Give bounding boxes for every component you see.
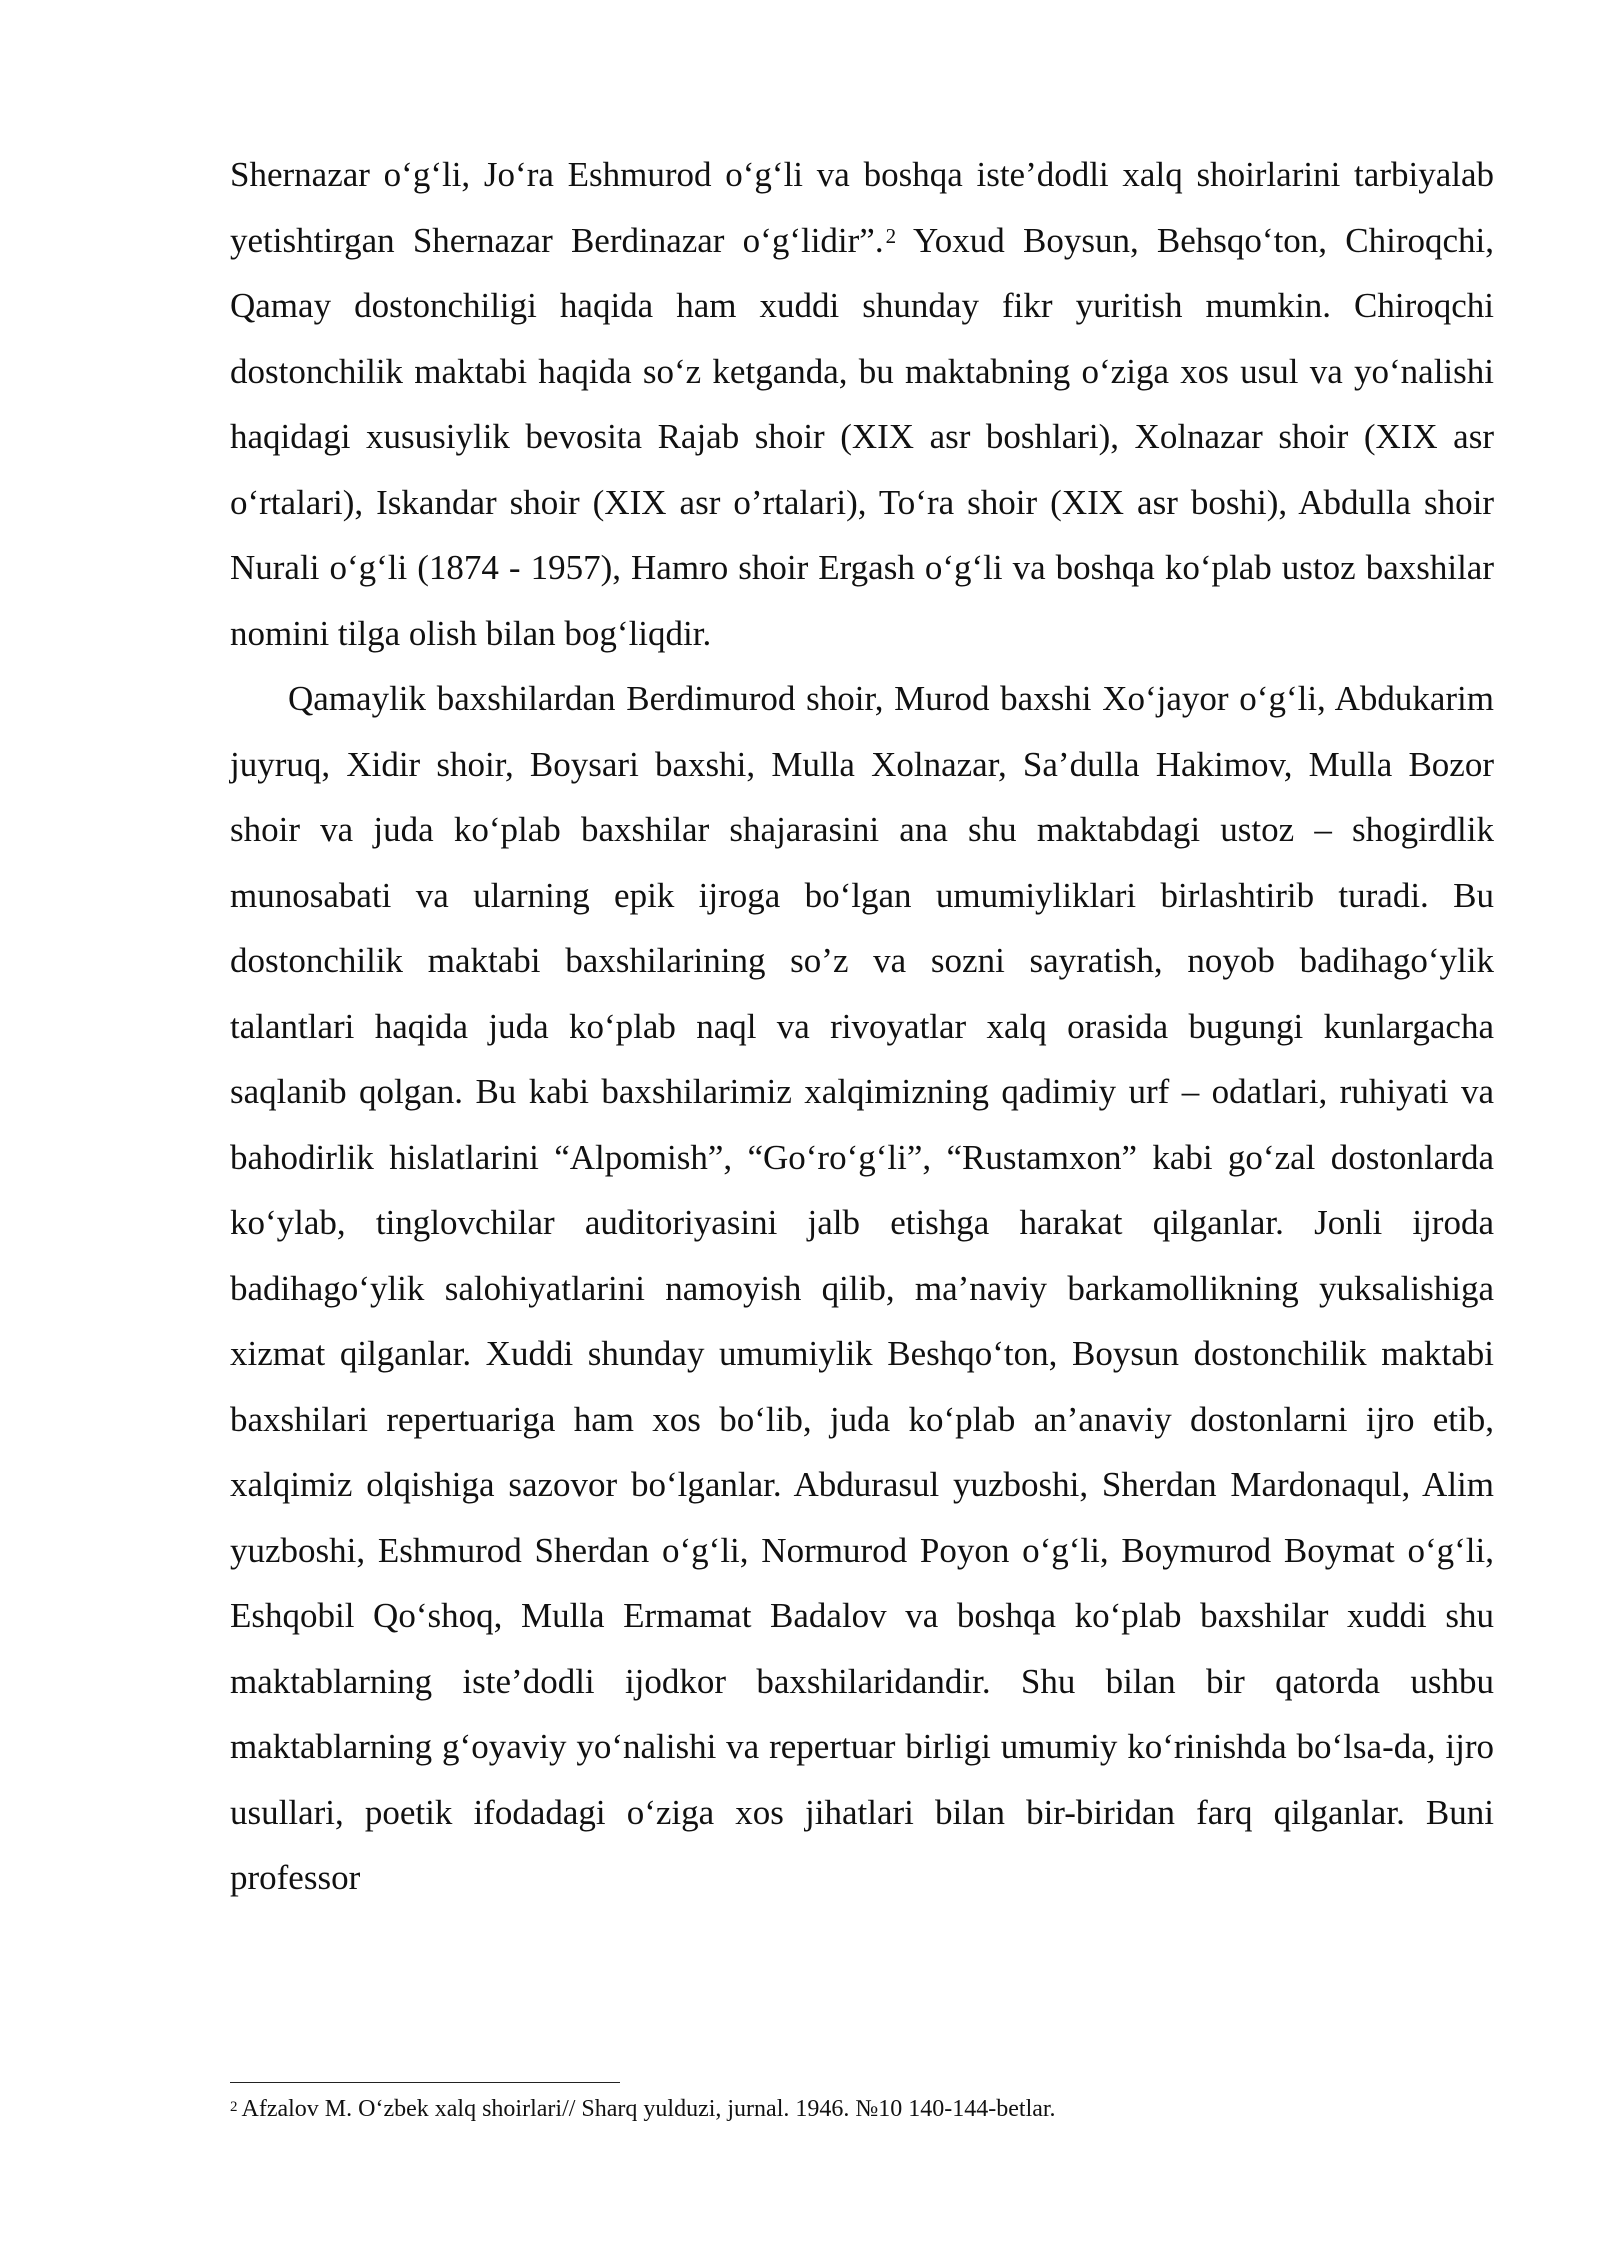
paragraph-2: Qamaylik baxshilardan Berdimurod shoir, Murod baxshi Xo‘jayor o‘g‘li, Abdukarim juyruq, Xidir shoir, Boysari baxshi, Mulla Xolnazar, Sa’dulla Hakimov, Mulla Bozor shoir va juda ko‘plab baxshilar shajarasini ana shu maktabdagi ustoz – shogirdlik munosabati va ularning epik ijroga bo‘lgan umumiyliklari birlashtirib turadi. Bu dostonchilik maktabi baxshilarining so’z va sozni sayratish, noyob badihago‘ylik talantlari haqida juda ko‘plab naql va rivoyatlar xalq orasida bugungi kunlargacha saqlanib qolgan. Bu kabi baxshilarimiz xalqimizning qadimiy urf – odatlari, ruhiyati va bahodirlik hislatlarini “Alpomish”, “Go‘ro‘g‘li”, “Rustamxon” kabi go‘zal dostonlarda ko‘ylab, tinglovchilar auditoriyasini jalb etishga harakat qilganlar. Jonli ijroda badihago‘ylik salohiyatlarini namoyish qilib, ma’naviy barkamollikning yuksalishiga xizmat qilganlar. Xuddi shunday umumiylik Beshqo‘ton, Boysun dostonchilik maktabi baxshilari repertuariga ham xos bo‘lib, juda ko‘plab an’anaviy dostonlarni ijro etib, xalqimiz olqishiga sazovor bo‘lganlar. Abdurasul yuzboshi, Sherdan Mardonaqul, Alim yuzboshi, Eshmurod Sherdan o‘g‘li, Normurod Poyon o‘g‘li, Boymurod Boymat o‘g‘li, Eshqobil Qo‘shoq, Mulla Ermamat Badalov va boshqa ko‘plab baxshilar xuddi shu maktablarning iste’dodli ijodkor baxshilaridandir. Shu bilan bir qatorda ushbu maktablarning g‘oyaviy yo‘nalishi va repertuar birligi umumiy ko‘rinishda bo‘lsa-da, ijro usullari, poetik ifodadagi o‘ziga xos jihatlari bilan bir-biridan farq qilganlar. Buni professor bbox=[230, 679, 1494, 1897]
paragraph-1-text-after: Yoxud Boysun, Behsqo‘ton, Chiroqchi, Qamay dostonchiligi haqida ham xuddi shunday fikr yuritish mumkin. Chiroqchi dostonchilik maktabi haqida so‘z ketganda, bu maktabning o‘ziga xos usul va yo‘nalishi haqidagi xususiylik bevosita Rajab shoir (XIX asr boshlari), Xolnazar shoir (XIX asr o‘rtalari), Iskandar shoir (XIX asr o’rtalari), To‘ra shoir (XIX asr boshi), Abdulla shoir Nurali o‘g‘li (1874 - 1957), Hamro shoir Ergash o‘g‘li va boshqa ko‘plab ustoz baxshilar nomini tilga olish bilan bog‘liqdir. bbox=[230, 220, 1494, 653]
footnote bbox=[230, 2093, 1494, 2125]
paragraph-1-text-before: Shernazar o‘g‘li, Jo‘ra Eshmurod o‘g‘li va boshqa iste’dodli xalq shoirlarini tarbiyalab yetishtirgan Shernazar Berdinazar o‘g‘lidir”. bbox=[230, 155, 1494, 260]
main-text bbox=[230, 142, 1494, 1911]
footnote-text: Afzalov M. O‘zbek xalq shoirlari// Sharq yulduzi, jurnal. 1946. №10 140-144-betlar. bbox=[241, 2096, 1056, 2122]
footnote-reference: 2 bbox=[885, 223, 897, 248]
paragraph-1 bbox=[230, 142, 1494, 666]
footnote-separator bbox=[230, 2082, 620, 2083]
footnote-number: 2 bbox=[230, 2099, 238, 2115]
